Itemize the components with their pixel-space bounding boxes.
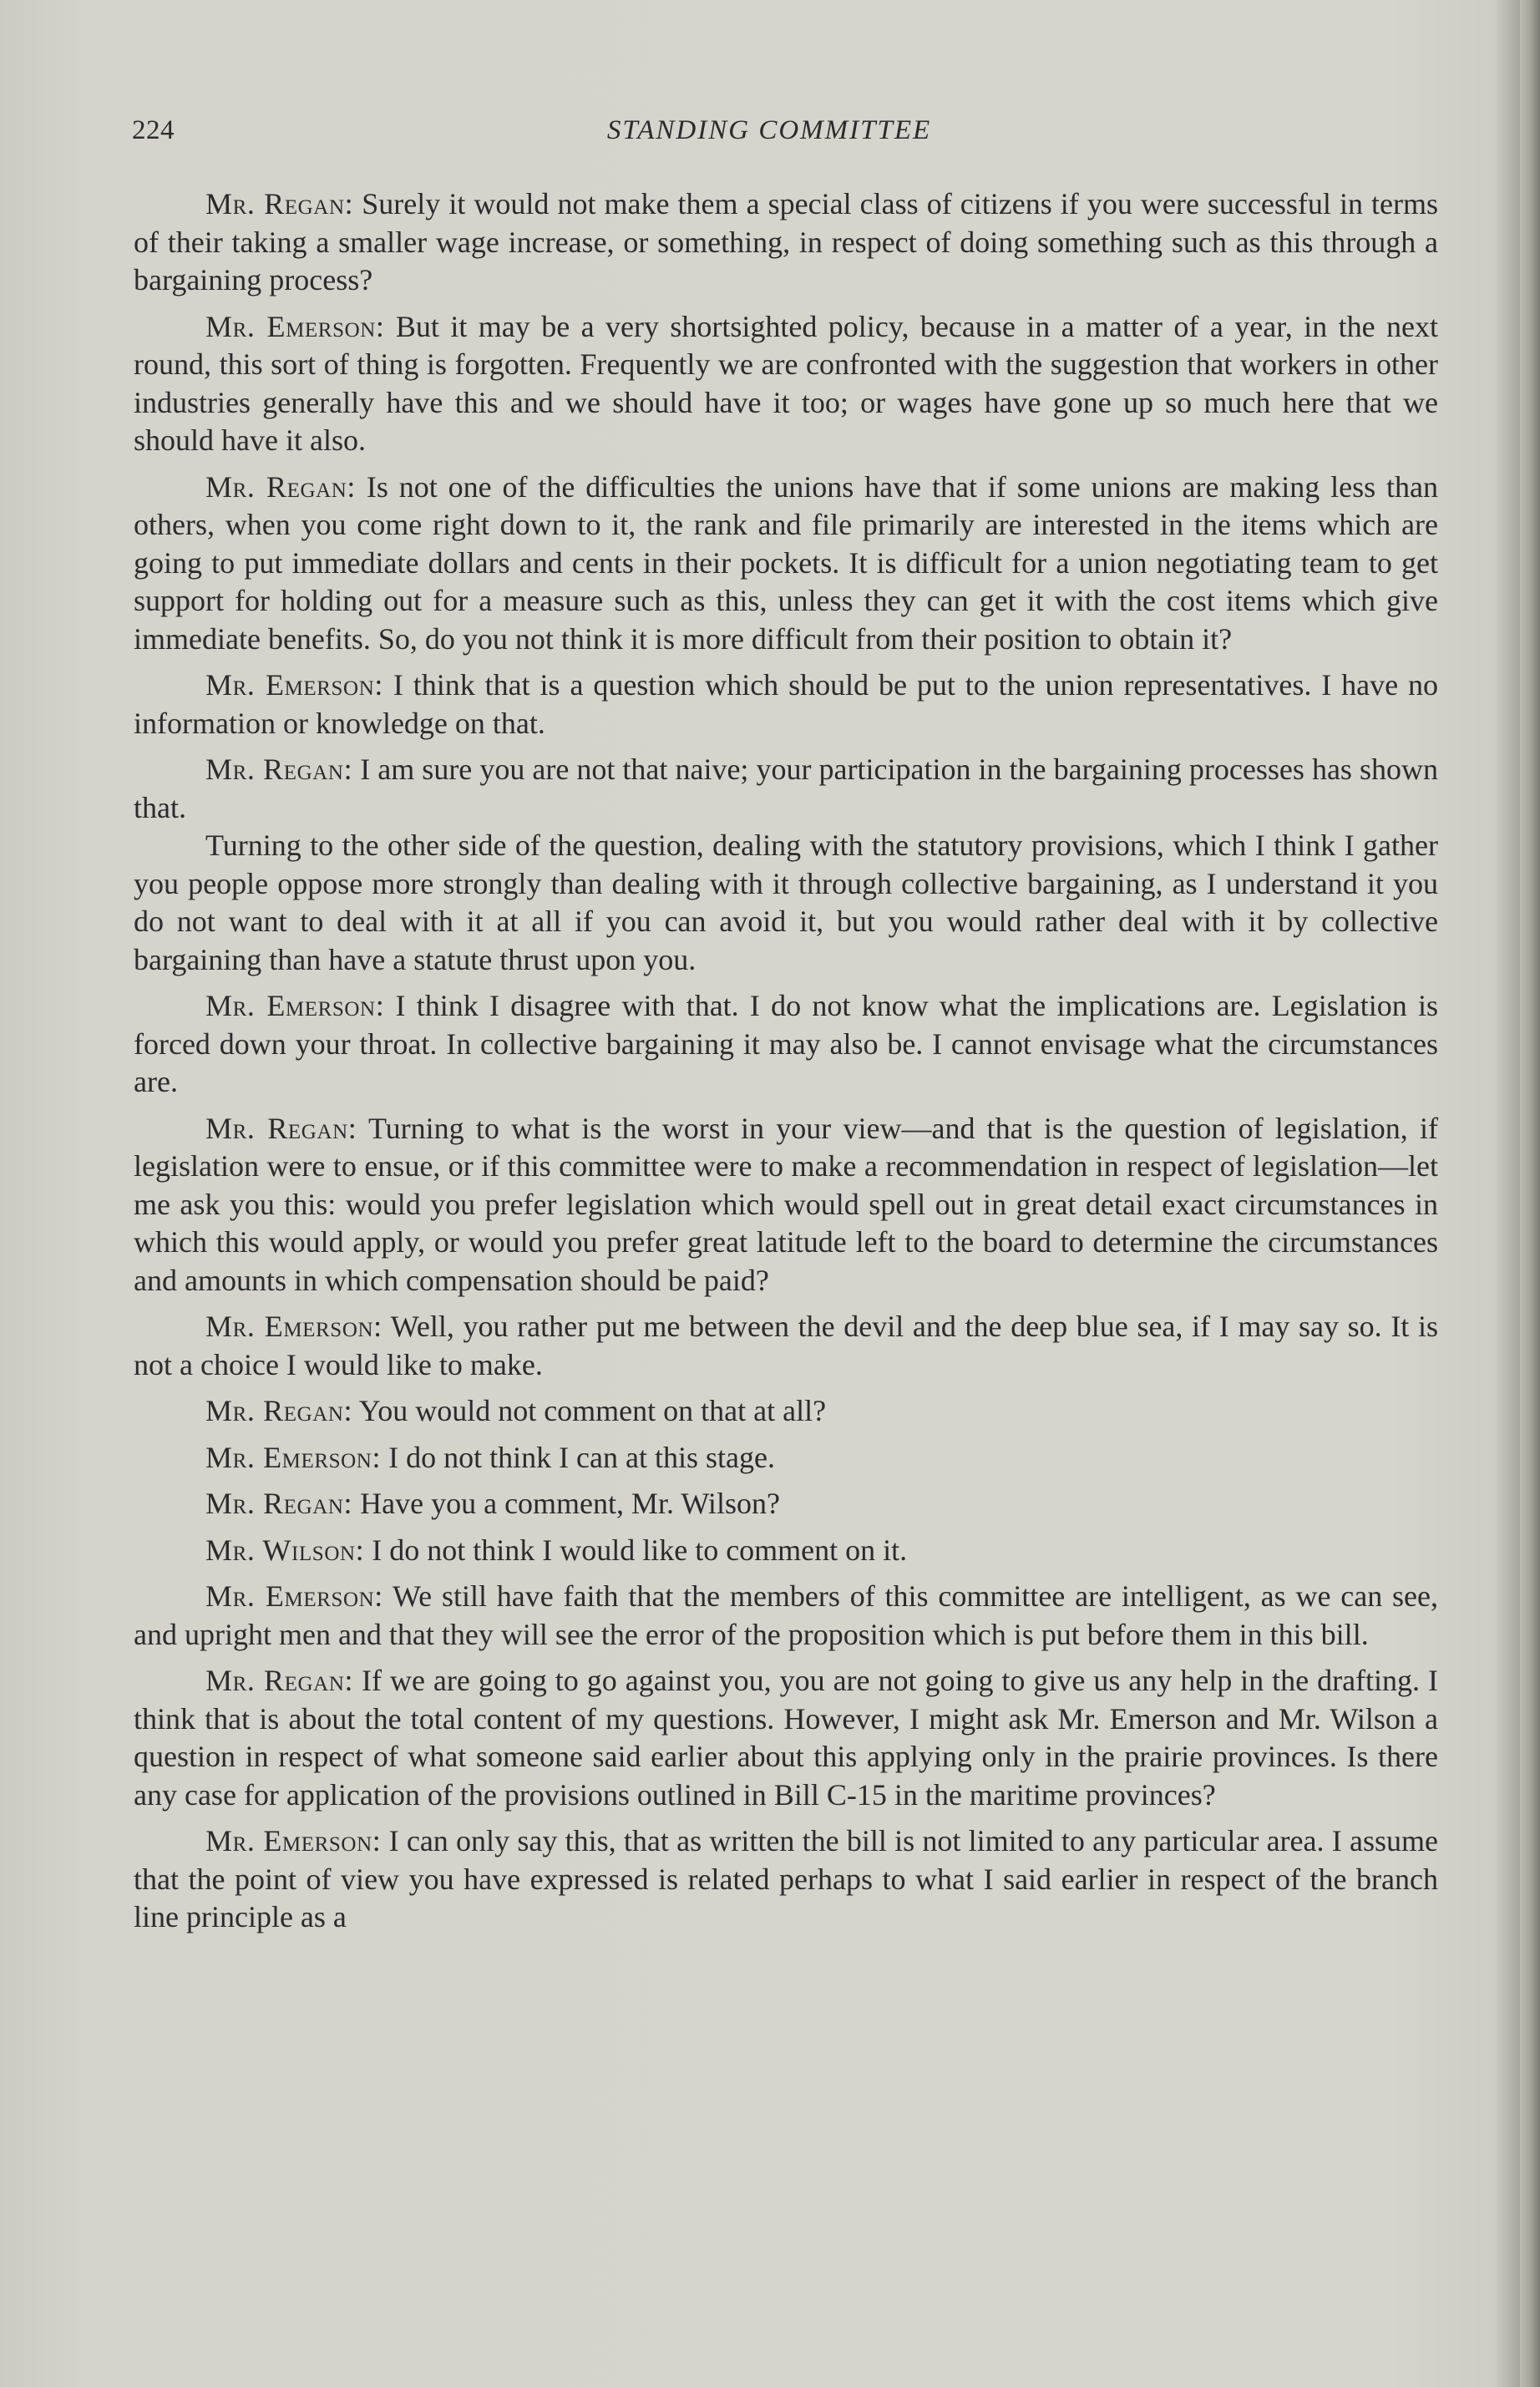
paragraph bbox=[134, 666, 1438, 742]
paragraph-text: But it may be a very shortsighted policy, because in a matter of a year, in the next round, this sort of thing is forgotten. Frequently we are confronted with the suggestion that workers in other industries generally have this and we should have it too; or wages have gone up so much here that we should have it also. bbox=[134, 309, 1438, 457]
paragraph bbox=[134, 185, 1438, 300]
paragraph-text: Turning to what is the worst in your view—and that is the question of legislation, if legislation were to ensue, or if this committee were to make a recommendation in respect of legislation—let me ask you this: would you prefer legislation which would spell out in great detail exact circumstances in which this would apply, or would you prefer great latitude left to the board to determine the circumstances and amounts in which compensation should be paid? bbox=[134, 1111, 1438, 1297]
paragraph-text: I think that is a question which should be put to the union representatives. I have no information or knowledge on that. bbox=[134, 668, 1438, 740]
paragraph bbox=[134, 827, 1438, 979]
speaker-label: Mr. Emerson: bbox=[205, 1824, 382, 1857]
paragraph bbox=[134, 987, 1438, 1102]
paragraph bbox=[134, 1485, 1438, 1523]
paragraph-text: I do not think I can at this stage. bbox=[381, 1440, 775, 1474]
paragraph bbox=[134, 751, 1438, 827]
page-edge-shadow bbox=[1520, 0, 1540, 2387]
speaker-label: Mr. Regan: bbox=[205, 469, 357, 504]
paragraph bbox=[134, 1822, 1438, 1937]
speaker-label: Mr. Emerson: bbox=[205, 1440, 382, 1474]
paragraph bbox=[134, 1578, 1438, 1654]
paragraph bbox=[134, 1308, 1438, 1384]
paragraph bbox=[134, 1110, 1438, 1300]
paragraph-text: You would not comment on that at all? bbox=[352, 1394, 827, 1427]
paragraph-text: Is not one of the difficulties the unions have that if some unions are making less than others, when you come right down to it, the rank and file primarily are interested in the items which are going to put immediate dollars and cents in their pockets. It is difficult for a union negotiating team to get support for holding out for a measure such as this, unless they can get it with the cost items which give immediate benefits. So, do you not think it is more difficult from their position to obtain it? bbox=[134, 469, 1438, 656]
paragraph bbox=[134, 469, 1438, 659]
paragraph bbox=[134, 308, 1438, 460]
paragraph-text: Have you a comment, Mr. Wilson? bbox=[352, 1487, 780, 1520]
paragraph bbox=[134, 1439, 1438, 1477]
speaker-label: Mr. Emerson: bbox=[205, 989, 385, 1022]
running-head: STANDING COMMITTEE bbox=[606, 115, 932, 145]
paragraph-text: I do not think I would like to comment on it. bbox=[364, 1533, 908, 1567]
page-header bbox=[132, 115, 1406, 157]
page-number: 224 bbox=[132, 115, 175, 145]
transcript-body bbox=[134, 185, 1438, 1945]
paragraph-text: I can only say this, that as written the bill is not limited to any particular area. I assume that the point of view you have expressed is related perhaps to what I said earlier in respect of the branch line principle as a bbox=[134, 1824, 1438, 1933]
speaker-label: Mr. Emerson: bbox=[205, 1579, 383, 1613]
speaker-label: Mr. Emerson: bbox=[205, 309, 385, 343]
speaker-label: Mr. Emerson: bbox=[205, 1310, 382, 1343]
paragraph-text: We still have faith that the members of this committee are intelligent, as we can see, and upright men and that they will see the error of the proposition which is put before them in this bill. bbox=[134, 1579, 1438, 1651]
paragraph bbox=[134, 1392, 1438, 1431]
paragraph-text: Well, you rather put me between the devil and the deep blue sea, if I may say so. It is not a choice I would like to make. bbox=[134, 1310, 1438, 1381]
paragraph-text: If we are going to go against you, you are not going to give us any help in the drafting. I think that is about the total content of my questions. However, I might ask Mr. Emerson and Mr. Wilson a question in respect of what someone said earlier about this applying only in the prairie provinces. Is there any case for application of the provisions outlined in Bill C-15 in the maritime provinces? bbox=[134, 1664, 1438, 1812]
paragraph bbox=[134, 1662, 1438, 1814]
speaker-label: Mr. Emerson: bbox=[205, 668, 383, 702]
speaker-label: Mr. Regan: bbox=[205, 1111, 357, 1145]
speaker-label: Mr. Regan: bbox=[205, 187, 354, 220]
speaker-label: Mr. Regan: bbox=[205, 1394, 353, 1427]
paragraph-text: I am sure you are not that naive; your participation in the bargaining processes has shown that. bbox=[134, 753, 1438, 824]
paragraph-text: I think I disagree with that. I do not know what the implications are. Legislation is forced down your throat. In collective bargaining it may also be. I cannot envisage what the circumstances are. bbox=[134, 989, 1438, 1098]
speaker-label: Mr. Wilson: bbox=[205, 1533, 365, 1567]
speaker-label: Mr. Regan: bbox=[205, 753, 353, 786]
paragraph-text: Turning to the other side of the question, dealing with the statutory provisions, which I think I gather you people oppose more strongly than dealing with it through collective bargaining, as I understand it you do not want to deal with it at all if you can avoid it, but you would rather deal with it by collective bargaining than have a statute thrust upon you. bbox=[134, 829, 1438, 976]
speaker-label: Mr. Regan: bbox=[205, 1664, 354, 1697]
paragraph-text: Surely it would not make them a special class of citizens if you were successful in terms of their taking a smaller wage increase, or something, in respect of doing something such as this through a bargaining process? bbox=[134, 187, 1438, 296]
speaker-label: Mr. Regan: bbox=[205, 1487, 353, 1520]
paragraph bbox=[134, 1532, 1438, 1570]
